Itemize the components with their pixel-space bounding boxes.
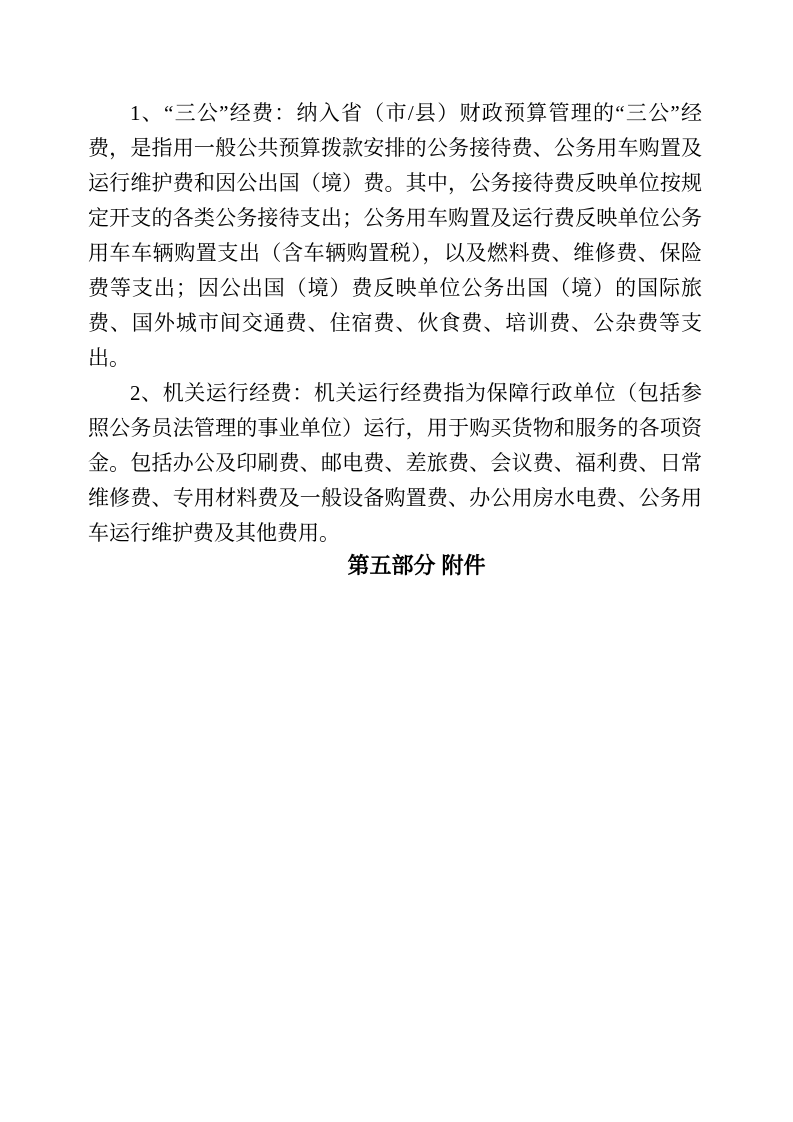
body-text: [88, 96, 702, 551]
section-heading: 第五部分 附件: [347, 553, 486, 578]
paragraph-jiguan-yunxing-definition: 2、机关运行经费：机关运行经费指为保障行政单位（包括参照公务员法管理的事业单位）运行，用于购买货物和服务的各项资金。包括办公及印刷费、邮电费、差旅费、会议费、福利费、日常维修费、专用材料费及一般设备购置费、办公用房水电费、公务用车运行维护费及其他费用。: [88, 381, 702, 545]
paragraph-sangong-definition: 1、“三公”经费：纳入省（市/县）财政预算管理的“三公”经费，是指用一般公共预算拨款安排的公务接待费、公务用车购置及运行维护费和因公出国（境）费。其中，公务接待费反映单位按规定开支的各类公务接待支出；公务用车购置及运行费反映单位公务用车车辆购置支出（含车辆购置税），以及燃料费、维修费、保险费等支出；因公出国（境）费反映单位公务出国（境）的国际旅费、国外城市间交通费、住宿费、伙食费、培训费、公杂费等支出。: [88, 101, 702, 370]
